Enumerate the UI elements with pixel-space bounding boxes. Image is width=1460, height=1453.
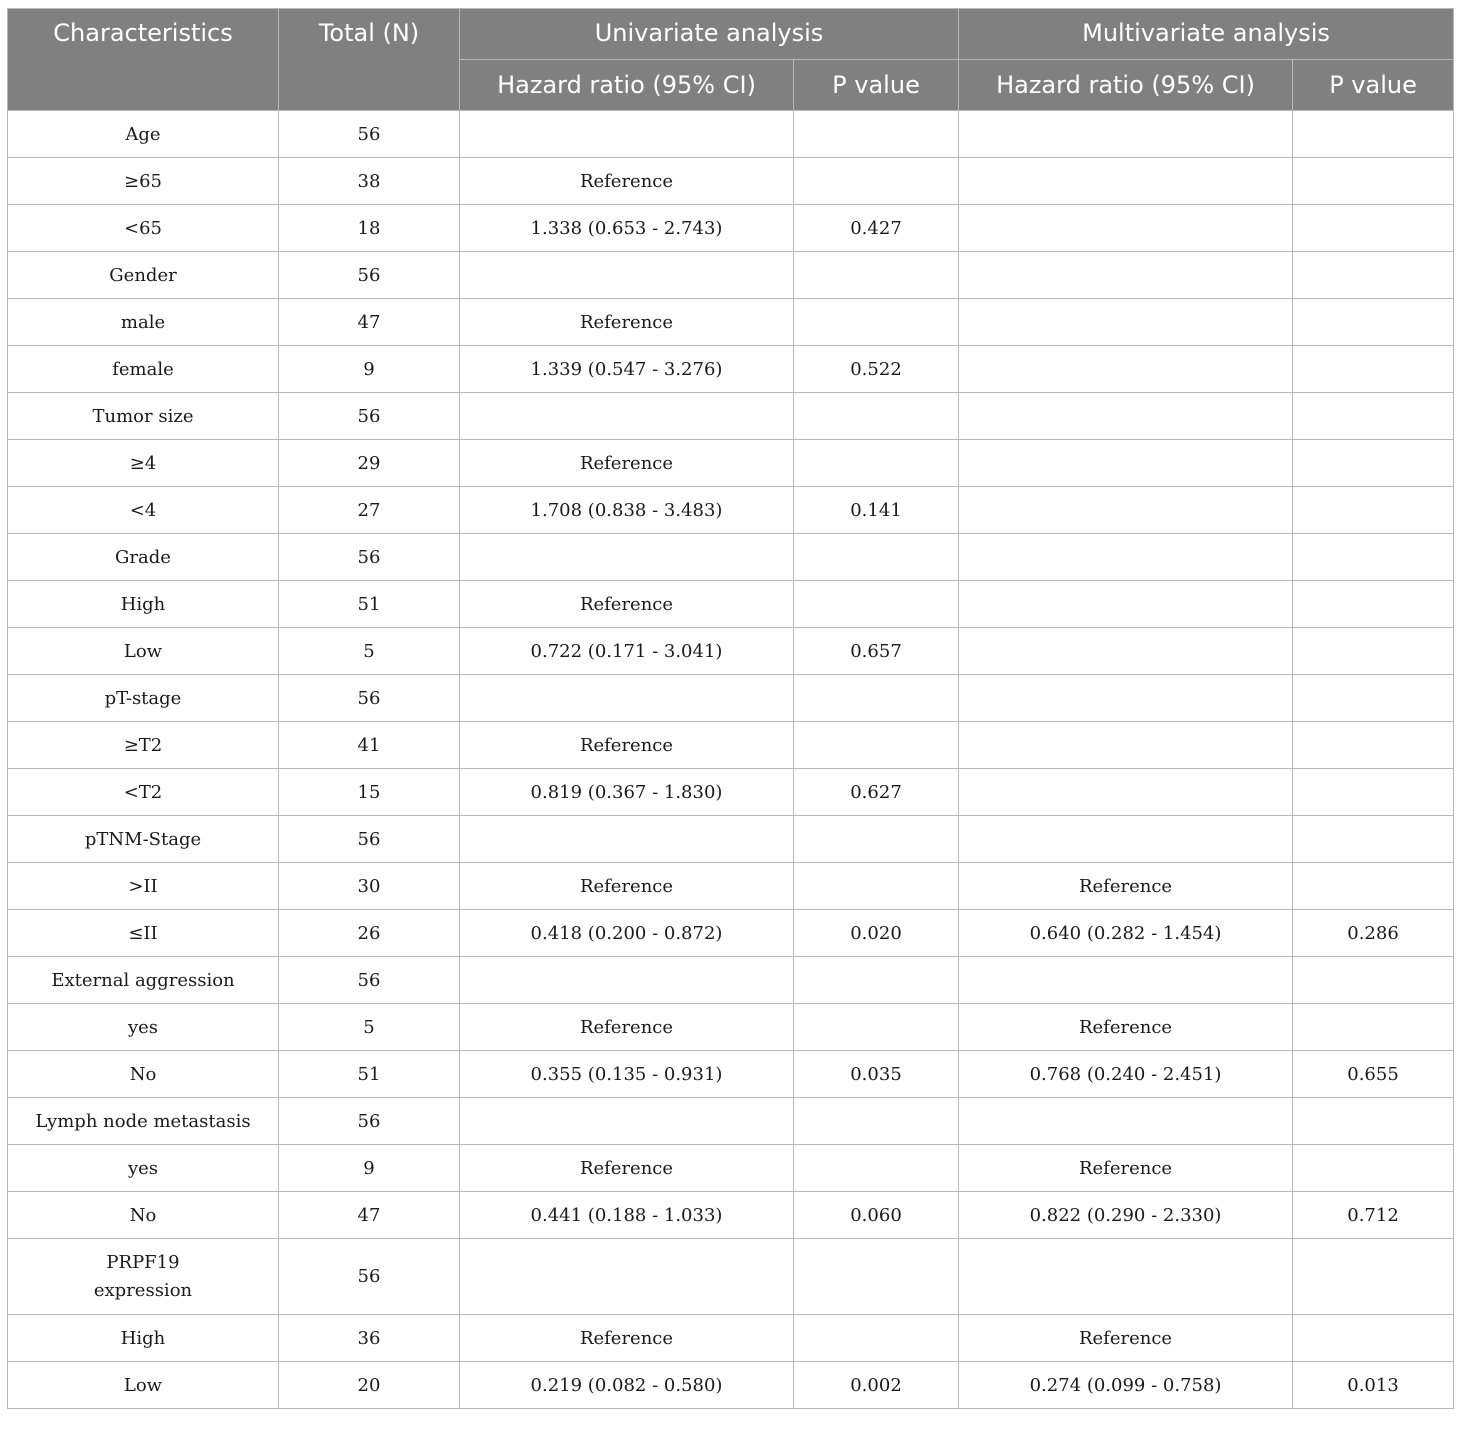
cell-uni-p-value: 0.427 <box>794 205 959 252</box>
header-row-1 <box>8 9 1454 60</box>
cell-multi-p-value: 0.286 <box>1293 910 1454 957</box>
table-row <box>8 675 1454 722</box>
table-row <box>8 1051 1454 1098</box>
cell-total: 20 <box>279 1362 460 1409</box>
cell-uni-p-value <box>794 158 959 205</box>
cell-multi-p-value <box>1293 628 1454 675</box>
cell-total: 27 <box>279 487 460 534</box>
cell-multi-p-value <box>1293 1145 1454 1192</box>
cell-uni-hazard-ratio: 0.441 (0.188 - 1.033) <box>460 1192 794 1239</box>
cell-total: 9 <box>279 1145 460 1192</box>
cell-multi-hazard-ratio: Reference <box>959 1145 1293 1192</box>
cell-characteristic: >II <box>8 863 279 910</box>
cell-uni-hazard-ratio <box>460 1239 794 1315</box>
cell-total: 51 <box>279 1051 460 1098</box>
cell-multi-p-value <box>1293 769 1454 816</box>
cell-total: 29 <box>279 440 460 487</box>
cell-uni-p-value: 0.522 <box>794 346 959 393</box>
cell-multi-hazard-ratio <box>959 111 1293 158</box>
cell-multi-hazard-ratio <box>959 957 1293 1004</box>
cell-total: 47 <box>279 299 460 346</box>
cell-multi-p-value <box>1293 581 1454 628</box>
hazard-ratio-table <box>7 8 1454 1409</box>
cell-multi-hazard-ratio: Reference <box>959 1315 1293 1362</box>
cell-characteristic: ≥4 <box>8 440 279 487</box>
table-row <box>8 1192 1454 1239</box>
cell-characteristic: <4 <box>8 487 279 534</box>
cell-uni-p-value <box>794 299 959 346</box>
cell-multi-p-value <box>1293 816 1454 863</box>
cell-characteristic-line: PRPF19 <box>106 1251 180 1273</box>
cell-uni-hazard-ratio <box>460 816 794 863</box>
cell-uni-p-value: 0.627 <box>794 769 959 816</box>
cell-total: 51 <box>279 581 460 628</box>
table-row <box>8 816 1454 863</box>
cell-multi-hazard-ratio <box>959 299 1293 346</box>
cell-multi-hazard-ratio <box>959 440 1293 487</box>
cell-uni-hazard-ratio: Reference <box>460 440 794 487</box>
cell-characteristic: Tumor size <box>8 393 279 440</box>
cell-uni-p-value <box>794 957 959 1004</box>
cell-multi-p-value <box>1293 487 1454 534</box>
cell-multi-p-value <box>1293 205 1454 252</box>
cell-total: 36 <box>279 1315 460 1362</box>
cell-multi-hazard-ratio <box>959 675 1293 722</box>
cell-total: 56 <box>279 957 460 1004</box>
cell-multi-p-value <box>1293 393 1454 440</box>
cell-total: 15 <box>279 769 460 816</box>
cell-uni-hazard-ratio: 0.722 (0.171 - 3.041) <box>460 628 794 675</box>
cell-characteristic <box>8 1239 279 1315</box>
cell-uni-hazard-ratio: 0.819 (0.367 - 1.830) <box>460 769 794 816</box>
cell-uni-hazard-ratio: Reference <box>460 299 794 346</box>
cell-uni-p-value <box>794 252 959 299</box>
table-row <box>8 1239 1454 1315</box>
cell-characteristic: <65 <box>8 205 279 252</box>
cell-uni-hazard-ratio: Reference <box>460 1145 794 1192</box>
cell-multi-p-value <box>1293 1098 1454 1145</box>
cell-multi-hazard-ratio <box>959 1239 1293 1315</box>
header-multi-hazard-ratio: Hazard ratio (95% CI) <box>959 60 1293 111</box>
cell-characteristic: Grade <box>8 534 279 581</box>
table-row <box>8 910 1454 957</box>
cell-multi-hazard-ratio: Reference <box>959 1004 1293 1051</box>
cell-multi-hazard-ratio <box>959 1098 1293 1145</box>
cell-characteristic: pTNM-Stage <box>8 816 279 863</box>
table-row <box>8 957 1454 1004</box>
cell-multi-hazard-ratio <box>959 722 1293 769</box>
table-row <box>8 205 1454 252</box>
cell-uni-p-value <box>794 1145 959 1192</box>
cell-characteristic: <T2 <box>8 769 279 816</box>
cell-total: 56 <box>279 1098 460 1145</box>
header-uni-p-value: P value <box>794 60 959 111</box>
cell-uni-hazard-ratio <box>460 957 794 1004</box>
cell-uni-hazard-ratio <box>460 675 794 722</box>
table-row <box>8 1145 1454 1192</box>
cell-uni-p-value: 0.002 <box>794 1362 959 1409</box>
cell-total: 30 <box>279 863 460 910</box>
cell-multi-hazard-ratio: 0.274 (0.099 - 0.758) <box>959 1362 1293 1409</box>
cell-characteristic: female <box>8 346 279 393</box>
cell-uni-p-value: 0.060 <box>794 1192 959 1239</box>
cell-characteristic: yes <box>8 1145 279 1192</box>
table-row <box>8 346 1454 393</box>
cell-characteristic: High <box>8 1315 279 1362</box>
cell-multi-hazard-ratio <box>959 534 1293 581</box>
cell-total: 18 <box>279 205 460 252</box>
cell-uni-p-value <box>794 863 959 910</box>
cell-characteristic: ≥65 <box>8 158 279 205</box>
header-univariate: Univariate analysis <box>460 9 959 60</box>
table-row <box>8 1362 1454 1409</box>
header-total: Total (N) <box>279 9 460 111</box>
cell-characteristic: ≤II <box>8 910 279 957</box>
cell-uni-hazard-ratio: 0.355 (0.135 - 0.931) <box>460 1051 794 1098</box>
table-row <box>8 252 1454 299</box>
cell-total: 38 <box>279 158 460 205</box>
cell-characteristic: pT-stage <box>8 675 279 722</box>
table-row <box>8 440 1454 487</box>
cell-uni-p-value <box>794 534 959 581</box>
cell-uni-p-value <box>794 1004 959 1051</box>
cell-total: 56 <box>279 675 460 722</box>
cell-uni-hazard-ratio: Reference <box>460 1315 794 1362</box>
cell-characteristic: yes <box>8 1004 279 1051</box>
table-row <box>8 111 1454 158</box>
table-row <box>8 393 1454 440</box>
cell-uni-hazard-ratio: 1.708 (0.838 - 3.483) <box>460 487 794 534</box>
cell-multi-hazard-ratio <box>959 581 1293 628</box>
cell-multi-p-value <box>1293 1315 1454 1362</box>
cell-characteristic: Low <box>8 1362 279 1409</box>
cell-multi-p-value <box>1293 1004 1454 1051</box>
table-row <box>8 534 1454 581</box>
cell-multi-p-value: 0.712 <box>1293 1192 1454 1239</box>
cell-multi-hazard-ratio <box>959 487 1293 534</box>
cell-characteristic: ≥T2 <box>8 722 279 769</box>
table-row <box>8 722 1454 769</box>
cell-uni-hazard-ratio <box>460 111 794 158</box>
cell-total: 56 <box>279 816 460 863</box>
table-row <box>8 863 1454 910</box>
cell-total: 47 <box>279 1192 460 1239</box>
cell-multi-hazard-ratio: 0.822 (0.290 - 2.330) <box>959 1192 1293 1239</box>
cell-uni-p-value <box>794 1098 959 1145</box>
cell-total: 56 <box>279 393 460 440</box>
cell-uni-hazard-ratio: Reference <box>460 581 794 628</box>
cell-multi-p-value <box>1293 158 1454 205</box>
cell-uni-hazard-ratio: 0.219 (0.082 - 0.580) <box>460 1362 794 1409</box>
table-row <box>8 581 1454 628</box>
cell-uni-p-value <box>794 1315 959 1362</box>
cell-multi-p-value <box>1293 863 1454 910</box>
table-row <box>8 1098 1454 1145</box>
cell-characteristic: External aggression <box>8 957 279 1004</box>
cell-multi-hazard-ratio <box>959 205 1293 252</box>
cell-uni-hazard-ratio <box>460 534 794 581</box>
cell-uni-hazard-ratio: Reference <box>460 863 794 910</box>
cell-uni-hazard-ratio: 1.338 (0.653 - 2.743) <box>460 205 794 252</box>
cell-multi-p-value <box>1293 299 1454 346</box>
cell-total: 56 <box>279 252 460 299</box>
cell-uni-p-value <box>794 393 959 440</box>
cell-multi-p-value <box>1293 957 1454 1004</box>
cell-uni-p-value: 0.035 <box>794 1051 959 1098</box>
cell-multi-p-value <box>1293 722 1454 769</box>
cell-uni-hazard-ratio <box>460 393 794 440</box>
header-uni-hazard-ratio: Hazard ratio (95% CI) <box>460 60 794 111</box>
header-multi-p-value: P value <box>1293 60 1454 111</box>
cell-multi-p-value: 0.655 <box>1293 1051 1454 1098</box>
cell-characteristic: male <box>8 299 279 346</box>
cell-multi-p-value <box>1293 1239 1454 1315</box>
table-row <box>8 1315 1454 1362</box>
cell-uni-hazard-ratio: Reference <box>460 1004 794 1051</box>
header-multivariate: Multivariate analysis <box>959 9 1454 60</box>
cell-total: 56 <box>279 1239 460 1315</box>
cell-total: 56 <box>279 534 460 581</box>
cell-multi-p-value <box>1293 534 1454 581</box>
cell-multi-p-value <box>1293 111 1454 158</box>
cell-uni-p-value <box>794 581 959 628</box>
cell-total: 5 <box>279 1004 460 1051</box>
table-row <box>8 299 1454 346</box>
cell-uni-hazard-ratio <box>460 1098 794 1145</box>
cell-uni-hazard-ratio: 1.339 (0.547 - 3.276) <box>460 346 794 393</box>
cell-uni-p-value: 0.020 <box>794 910 959 957</box>
cell-uni-p-value <box>794 111 959 158</box>
cell-characteristic: Gender <box>8 252 279 299</box>
table-row <box>8 628 1454 675</box>
cell-characteristic: No <box>8 1051 279 1098</box>
table-row <box>8 487 1454 534</box>
cell-uni-p-value <box>794 722 959 769</box>
table-body <box>8 111 1454 1409</box>
cell-uni-p-value <box>794 1239 959 1315</box>
cell-characteristic: Age <box>8 111 279 158</box>
cell-uni-p-value <box>794 816 959 863</box>
cell-multi-hazard-ratio <box>959 346 1293 393</box>
cell-multi-p-value: 0.013 <box>1293 1362 1454 1409</box>
cell-multi-hazard-ratio <box>959 252 1293 299</box>
table-row <box>8 769 1454 816</box>
cell-multi-hazard-ratio: 0.768 (0.240 - 2.451) <box>959 1051 1293 1098</box>
cell-multi-hazard-ratio <box>959 816 1293 863</box>
cell-multi-hazard-ratio <box>959 628 1293 675</box>
cell-multi-hazard-ratio <box>959 393 1293 440</box>
cell-total: 26 <box>279 910 460 957</box>
cell-uni-hazard-ratio: Reference <box>460 722 794 769</box>
cell-total: 41 <box>279 722 460 769</box>
cell-multi-p-value <box>1293 440 1454 487</box>
cell-multi-hazard-ratio: 0.640 (0.282 - 1.454) <box>959 910 1293 957</box>
cell-multi-hazard-ratio <box>959 769 1293 816</box>
cell-characteristic: High <box>8 581 279 628</box>
cell-uni-hazard-ratio: Reference <box>460 158 794 205</box>
cell-total: 56 <box>279 111 460 158</box>
cell-characteristic: Lymph node metastasis <box>8 1098 279 1145</box>
cell-multi-p-value <box>1293 346 1454 393</box>
cell-uni-p-value: 0.141 <box>794 487 959 534</box>
cell-total: 5 <box>279 628 460 675</box>
cell-characteristic: No <box>8 1192 279 1239</box>
cell-uni-p-value <box>794 440 959 487</box>
table-header <box>8 9 1454 111</box>
cell-multi-hazard-ratio <box>959 158 1293 205</box>
cell-characteristic-line: expression <box>93 1279 193 1301</box>
cell-uni-p-value: 0.657 <box>794 628 959 675</box>
header-characteristics: Characteristics <box>8 9 279 111</box>
table-row <box>8 1004 1454 1051</box>
cell-multi-p-value <box>1293 252 1454 299</box>
cell-characteristic: Low <box>8 628 279 675</box>
cell-uni-hazard-ratio: 0.418 (0.200 - 0.872) <box>460 910 794 957</box>
cell-multi-hazard-ratio: Reference <box>959 863 1293 910</box>
cell-uni-p-value <box>794 675 959 722</box>
cell-total: 9 <box>279 346 460 393</box>
cell-uni-hazard-ratio <box>460 252 794 299</box>
table-row <box>8 158 1454 205</box>
cell-multi-p-value <box>1293 675 1454 722</box>
